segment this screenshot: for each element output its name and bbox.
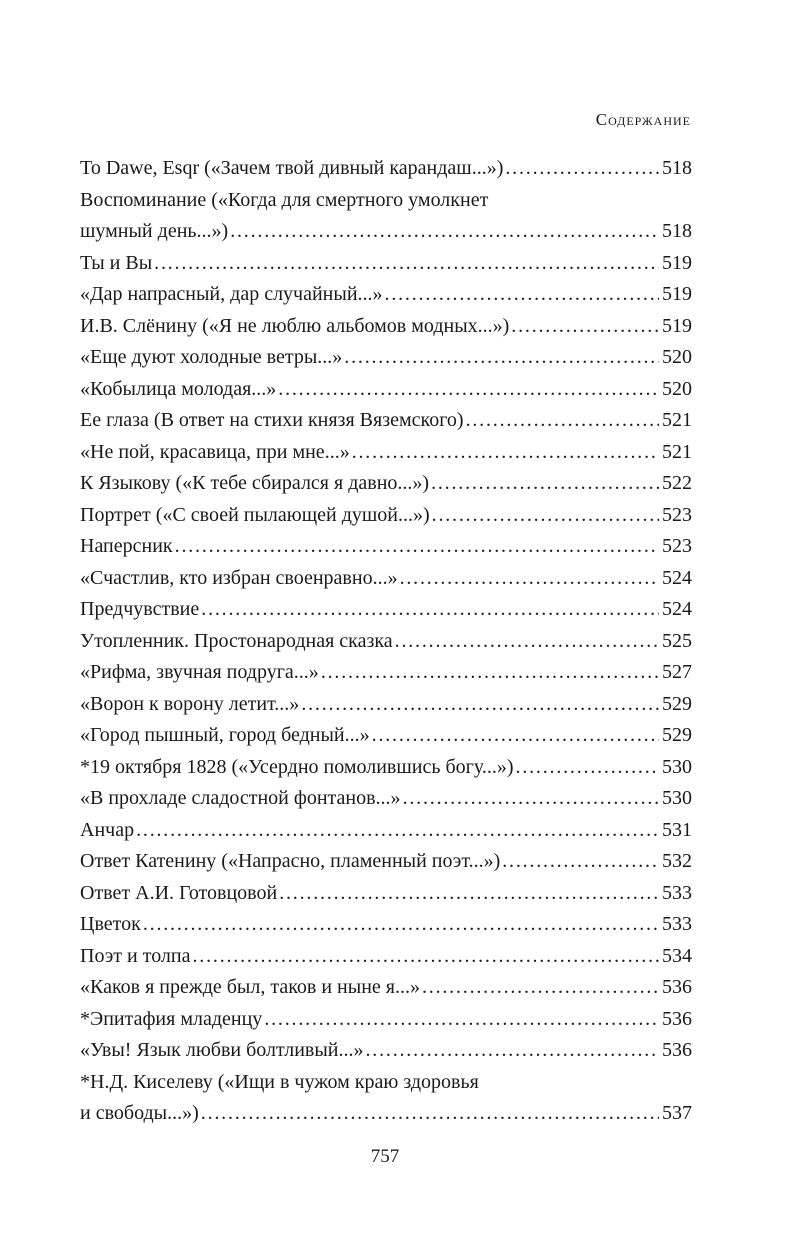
toc-entry-title: «Увы! Язык любви болтливый...» xyxy=(80,1039,364,1061)
toc-entry-title: Портрет («С своей пылающей душой...») xyxy=(80,503,430,526)
toc-entry-title: Ты и Вы xyxy=(80,251,153,274)
dot-leader xyxy=(352,437,659,469)
toc-entry-page: 525 xyxy=(662,629,692,652)
toc-entry-page: 518 xyxy=(662,157,692,179)
dot-leader xyxy=(400,563,659,595)
toc-entry xyxy=(80,783,692,815)
toc-entry xyxy=(80,626,692,658)
dot-leader xyxy=(175,531,659,563)
dot-leader xyxy=(511,311,659,343)
toc-entry xyxy=(80,153,692,185)
toc-entry-page: 536 xyxy=(662,976,692,998)
toc-entry-line xyxy=(80,752,692,784)
toc-entry-line xyxy=(80,626,692,658)
toc-entry-line xyxy=(80,846,692,878)
toc-entry-page: 530 xyxy=(662,755,692,778)
toc-entry-line xyxy=(80,311,692,343)
toc-entry-page: 534 xyxy=(662,944,692,967)
toc-entry-line xyxy=(80,720,692,752)
toc-entry-title: «Ворон к ворону летит...» xyxy=(80,692,300,715)
toc-entry-page: 529 xyxy=(662,724,692,746)
toc-entry-line xyxy=(80,153,692,185)
toc-entry xyxy=(80,720,692,752)
toc-entry-title: «Не пой, красавица, при мне...» xyxy=(80,440,350,463)
toc-entry xyxy=(80,972,692,1004)
toc-entry-page: 521 xyxy=(662,440,692,463)
toc-entry-page: 520 xyxy=(662,346,692,368)
running-header: Содержание xyxy=(595,110,691,129)
toc-entry-title: «Город пышный, город бедный...» xyxy=(80,724,370,746)
toc-entry-page: 519 xyxy=(662,251,692,274)
toc-entry-title: «Счастлив, кто избран своенравно...» xyxy=(80,566,398,589)
toc-entry-page: 527 xyxy=(662,661,692,683)
toc-entry xyxy=(80,279,692,311)
toc-entry-title: Предчувствие xyxy=(80,598,200,620)
dot-leader xyxy=(193,941,660,973)
toc-entry-title: Ответ Катенину («Напрасно, пламенный поэт...») xyxy=(80,850,501,872)
page-number: 757 xyxy=(370,1146,400,1167)
dot-leader xyxy=(201,1098,659,1130)
toc-entry-line xyxy=(80,342,692,374)
toc-entry-title: Наперсник xyxy=(80,535,173,557)
toc-entry-page: 531 xyxy=(662,818,692,841)
toc-entry-page: 530 xyxy=(662,787,692,809)
table-of-contents xyxy=(80,153,692,1130)
toc-entry xyxy=(80,878,692,910)
toc-entry-page: 536 xyxy=(662,1007,692,1030)
toc-entry xyxy=(80,815,692,847)
toc-entry xyxy=(80,185,692,248)
toc-entry xyxy=(80,941,692,973)
toc-entry-line xyxy=(80,594,692,626)
dot-leader xyxy=(395,626,659,658)
toc-entry xyxy=(80,1067,692,1130)
toc-entry-title: и свободы...») xyxy=(80,1102,199,1124)
toc-entry-line xyxy=(80,1035,692,1067)
dot-leader xyxy=(321,657,659,689)
toc-entry-page: 519 xyxy=(662,314,692,337)
toc-entry xyxy=(80,374,692,406)
dot-leader xyxy=(385,279,659,311)
toc-entry-title: To Dawe, Esqr («Зачем твой дивный карандаш...») xyxy=(80,157,504,179)
toc-entry-title: *Н.Д. Киселеву («Ищи в чужом краю здоровья xyxy=(80,1070,479,1093)
dot-leader xyxy=(372,720,659,752)
dot-leader xyxy=(143,909,659,941)
toc-entry-line xyxy=(80,374,692,406)
toc-entry-line xyxy=(80,909,692,941)
toc-entry-line xyxy=(80,815,692,847)
toc-entry xyxy=(80,846,692,878)
dot-leader xyxy=(264,1004,659,1036)
toc-entry xyxy=(80,1004,692,1036)
toc-entry-title: «Рифма, звучная подруга...» xyxy=(80,661,319,683)
toc-entry xyxy=(80,342,692,374)
dot-leader xyxy=(136,815,659,847)
toc-entry xyxy=(80,500,692,532)
dot-leader xyxy=(154,248,659,280)
toc-entry-line xyxy=(80,563,692,595)
toc-entry-title: «Дар напрасный, дар случайный...» xyxy=(80,283,383,305)
toc-entry-line xyxy=(80,531,692,563)
toc-entry-line xyxy=(80,437,692,469)
toc-entry xyxy=(80,248,692,280)
toc-entry-page: 536 xyxy=(662,1039,692,1061)
dot-leader xyxy=(505,153,659,185)
toc-entry-page: 523 xyxy=(662,503,692,526)
toc-entry-line xyxy=(80,689,692,721)
toc-entry-title: «Каков я прежде был, таков и ныне я...» xyxy=(80,976,420,998)
dot-leader xyxy=(466,405,659,437)
toc-entry-line xyxy=(80,468,692,500)
toc-entry-page: 529 xyxy=(662,692,692,715)
dot-leader xyxy=(279,878,659,910)
toc-entry-title: «Еще дуют холодные ветры...» xyxy=(80,346,343,368)
toc-entry-line xyxy=(80,405,692,437)
toc-entry xyxy=(80,657,692,689)
toc-entry xyxy=(80,909,692,941)
toc-entry-title: К Языкову («К тебе сбирался я давно...») xyxy=(80,472,430,494)
toc-entry xyxy=(80,311,692,343)
toc-entry-title: Ее глаза (В ответ на стихи князя Вяземского) xyxy=(80,409,464,431)
dot-leader xyxy=(432,500,659,532)
toc-entry-line xyxy=(80,248,692,280)
toc-entry-line xyxy=(80,1098,692,1130)
toc-entry-title: шумный день...») xyxy=(80,220,229,242)
dot-leader xyxy=(230,216,659,248)
toc-entry-title: Анчар xyxy=(80,818,135,841)
toc-entry-line xyxy=(80,941,692,973)
toc-entry-title: Воспоминание («Когда для смертного умолкнет xyxy=(80,188,489,211)
toc-entry-line xyxy=(80,972,692,1004)
toc-entry xyxy=(80,1035,692,1067)
toc-entry-line xyxy=(80,783,692,815)
dot-leader xyxy=(403,783,659,815)
toc-entry xyxy=(80,689,692,721)
dot-leader xyxy=(278,374,659,406)
toc-entry-page: 519 xyxy=(662,283,692,305)
toc-entry-line xyxy=(80,216,692,248)
dot-leader xyxy=(516,752,659,784)
toc-entry-page: 524 xyxy=(662,566,692,589)
toc-entry xyxy=(80,563,692,595)
dot-leader xyxy=(431,468,659,500)
toc-entry-title: И.В. Слёнину («Я не люблю альбомов модных...») xyxy=(80,314,510,337)
toc-entry-title: Утопленник. Простонародная сказка xyxy=(80,629,393,652)
toc-entry-title: Цветок xyxy=(80,913,141,935)
toc-entry-page: 523 xyxy=(662,535,692,557)
toc-entry-page: 524 xyxy=(662,598,692,620)
toc-entry xyxy=(80,405,692,437)
dot-leader xyxy=(502,846,659,878)
dot-leader xyxy=(366,1035,660,1067)
toc-entry-title: «Кобылица молодая...» xyxy=(80,377,277,400)
dot-leader xyxy=(201,594,659,626)
toc-entry-page: 521 xyxy=(662,409,692,431)
toc-entry-line xyxy=(80,279,692,311)
toc-entry-title: Поэт и толпа xyxy=(80,944,191,967)
toc-entry xyxy=(80,468,692,500)
toc-entry xyxy=(80,531,692,563)
toc-entry-page: 533 xyxy=(662,913,692,935)
toc-entry xyxy=(80,594,692,626)
dot-leader xyxy=(344,342,659,374)
toc-entry-title: Ответ А.И. Готовцовой xyxy=(80,881,278,904)
dot-leader xyxy=(422,972,659,1004)
toc-entry-title: *Эпитафия младенцу xyxy=(80,1007,263,1030)
toc-entry xyxy=(80,752,692,784)
toc-entry-page: 522 xyxy=(662,472,692,494)
dot-leader xyxy=(301,689,659,721)
toc-entry-line xyxy=(80,878,692,910)
toc-entry-page: 537 xyxy=(662,1102,692,1124)
toc-entry-page: 532 xyxy=(662,850,692,872)
toc-entry-page: 520 xyxy=(662,377,692,400)
toc-entry-page: 518 xyxy=(662,220,692,242)
toc-entry-line xyxy=(80,500,692,532)
toc-entry-line xyxy=(80,1004,692,1036)
toc-entry-title: «В прохладе сладостной фонтанов...» xyxy=(80,787,401,809)
toc-entry-page: 533 xyxy=(662,881,692,904)
toc-entry xyxy=(80,437,692,469)
toc-entry-line xyxy=(80,657,692,689)
toc-entry-title: *19 октября 1828 («Усердно помолившись богу...») xyxy=(80,755,514,778)
